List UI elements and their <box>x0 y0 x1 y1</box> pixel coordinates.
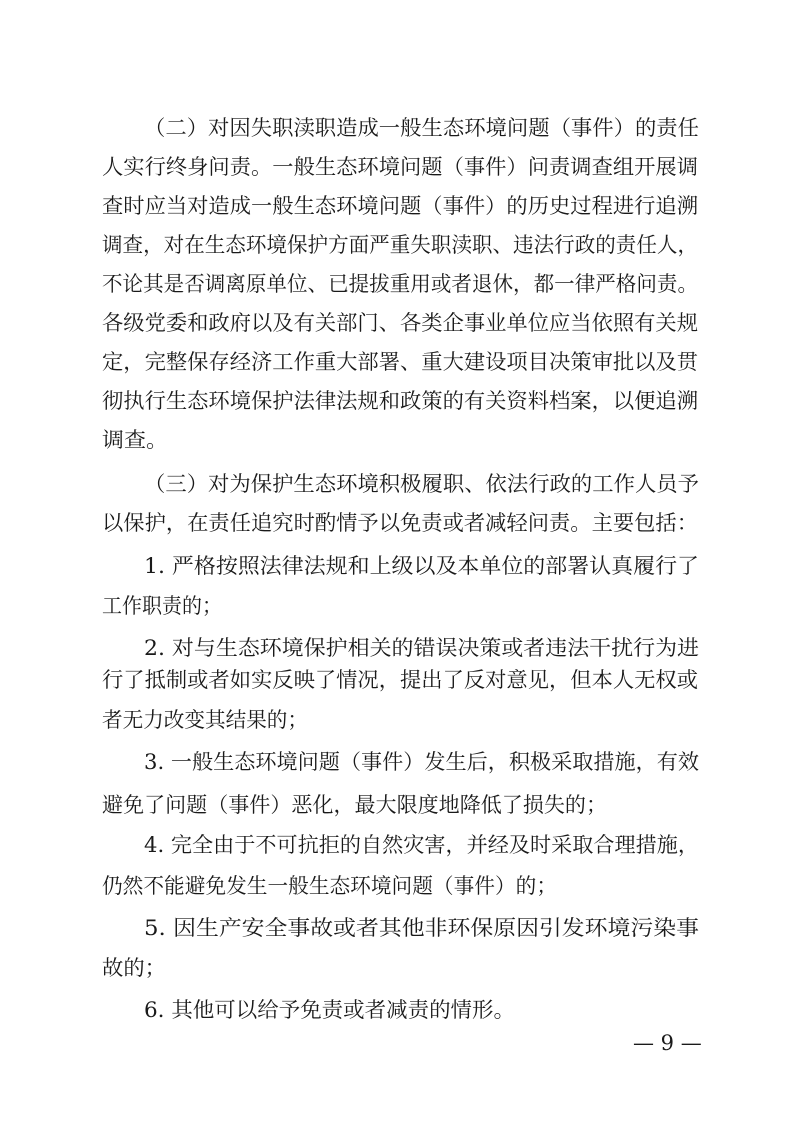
text-line <box>0 544 793 588</box>
text-line <box>0 301 793 345</box>
text-line-content: 4. 完全由于不可抗拒的自然灾害，并经及时采取合理措施， <box>144 833 699 857</box>
text-line-content: 人实行终身问责。一般生态环境问题（事件）问责调查组开展调 <box>102 155 698 179</box>
text-line <box>0 379 793 423</box>
text-line-content: 1. 严格按照法律法规和上级以及本单位的部署认真履行了 <box>144 554 699 578</box>
text-line <box>0 823 793 867</box>
text-line-content: 故的； <box>102 956 166 980</box>
text-line <box>0 223 793 267</box>
text-line-content: 工作职责的； <box>102 594 222 618</box>
text-line-content: 2. 对与生态环境保护相关的错误决策或者违法干扰行为进 <box>144 636 699 660</box>
text-line-content: （二）对因失职渎职造成一般生态环境问题（事件）的责任 <box>144 116 699 140</box>
text-line <box>0 462 793 506</box>
text-line <box>0 262 793 306</box>
text-line <box>0 946 793 990</box>
text-line-content: （三）对为保护生态环境积极履职、依法行政的工作人员予 <box>144 472 699 496</box>
text-line <box>0 418 793 462</box>
text-line <box>0 740 793 784</box>
text-line-content: 行了抵制或者如实反映了情况，提出了反对意见，但本人无权或 <box>102 668 698 692</box>
text-line <box>0 340 793 384</box>
text-line <box>0 184 793 228</box>
text-line <box>0 584 793 628</box>
text-line-content: 各级党委和政府以及有关部门、各类企事业单位应当依照有关规 <box>102 311 698 335</box>
text-line-content: 以保护，在责任追究时酌情予以免责或者减轻问责。主要包括： <box>102 511 698 535</box>
text-line <box>0 906 793 950</box>
text-line <box>0 106 793 150</box>
text-line-content: 3. 一般生态环境问题（事件）发生后，积极采取措施，有效 <box>144 750 699 774</box>
text-line <box>0 501 793 545</box>
text-line-content: 不论其是否调离原单位、已提拔重用或者退休，都一律严格问责。 <box>102 272 698 296</box>
text-line-content: 仍然不能避免发生一般生态环境问题（事件）的； <box>102 874 557 898</box>
text-line-content: 5. 因生产安全事故或者其他非环保原因引发环境污染事 <box>144 916 699 940</box>
text-line-content: 查时应当对造成一般生态环境问题（事件）的历史过程进行追溯 <box>102 194 698 218</box>
text-line-content: 彻执行生态环境保护法律法规和政策的有关资料档案，以便追溯 <box>102 389 698 413</box>
text-line <box>0 658 793 702</box>
text-line-content: 调查。 <box>102 428 168 452</box>
text-line-content: 调查，对在生态环境保护方面严重失职渎职、违法行政的责任人， <box>102 233 698 257</box>
page-number: — 9 — <box>633 1031 702 1055</box>
text-line <box>0 145 793 189</box>
text-line <box>0 864 793 908</box>
text-line-content: 者无力改变其结果的； <box>102 708 308 732</box>
text-line <box>0 698 793 742</box>
text-line-content: 避免了问题（事件）恶化，最大限度地降低了损失的； <box>102 793 607 817</box>
text-line <box>0 783 793 827</box>
text-line-content: 定，完整保存经济工作重大部署、重大建设项目决策审批以及贯 <box>102 350 698 374</box>
text-line-content: 6. 其他可以给予免责或者减责的情形。 <box>144 998 515 1022</box>
